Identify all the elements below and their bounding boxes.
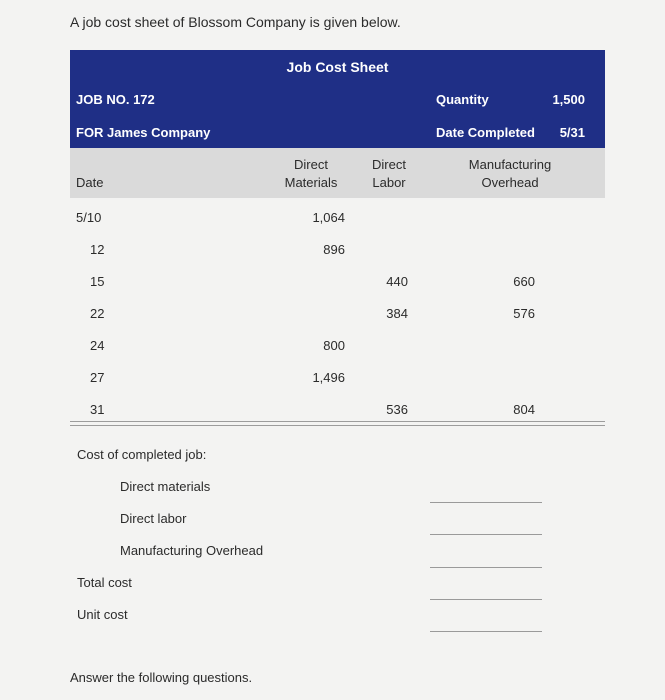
row-date: 22 <box>90 306 105 321</box>
row-date: 5/10 <box>76 210 102 225</box>
total-double-rule <box>70 421 605 426</box>
summary-unit-cost-label: Unit cost <box>77 607 128 622</box>
table-row <box>70 202 605 234</box>
job-cost-sheet <box>70 50 605 424</box>
summary-total-cost-label: Total cost <box>77 575 132 590</box>
unit-cost-answer-field[interactable] <box>430 631 542 632</box>
row-manufacturing-overhead: 804 <box>513 402 535 417</box>
customer-name: FOR James Company <box>76 125 211 140</box>
quantity-value: 1,500 <box>552 92 585 107</box>
row-direct-materials: 1,064 <box>312 210 345 225</box>
date-completed-value: 5/31 <box>559 125 585 140</box>
column-headers <box>70 148 605 198</box>
total-cost-answer-field[interactable] <box>430 599 542 600</box>
row-direct-materials: 800 <box>323 338 345 353</box>
row-direct-labor: 384 <box>386 306 408 321</box>
manufacturing-overhead-answer-field[interactable] <box>430 567 542 568</box>
sheet-title: Job Cost Sheet <box>286 59 389 75</box>
row-manufacturing-overhead: 660 <box>513 274 535 289</box>
row-direct-labor: 536 <box>386 402 408 417</box>
questions-prompt: Answer the following questions. <box>70 670 253 685</box>
row-date: 12 <box>90 242 105 257</box>
row-date: 24 <box>90 338 105 353</box>
col-header-manufacturing-overhead: Manufacturing Overhead <box>468 157 552 190</box>
summary-manufacturing-overhead-label: Manufacturing Overhead <box>120 543 264 558</box>
table-row <box>70 266 605 298</box>
sheet-header <box>70 50 605 148</box>
quantity-label: Quantity <box>436 92 489 107</box>
col-header-direct-labor: Direct Labor <box>372 157 406 190</box>
summary-direct-labor-label: Direct labor <box>120 511 187 526</box>
table-row <box>70 362 605 394</box>
row-direct-materials: 896 <box>323 242 345 257</box>
intro-text: A job cost sheet of Blossom Company is given below. <box>70 14 401 30</box>
col-header-date: Date <box>76 175 104 190</box>
direct-labor-answer-field[interactable] <box>430 534 542 535</box>
col-header-direct-materials: Direct Materials <box>284 157 338 190</box>
job-number: JOB NO. 172 <box>76 92 155 107</box>
summary-direct-materials-label: Direct materials <box>120 479 211 494</box>
table-row <box>70 234 605 266</box>
cost-rows <box>70 198 605 424</box>
row-date: 15 <box>90 274 105 289</box>
row-date: 31 <box>90 402 105 417</box>
row-direct-labor: 440 <box>386 274 408 289</box>
table-row <box>70 330 605 362</box>
row-manufacturing-overhead: 576 <box>513 306 535 321</box>
direct-materials-answer-field[interactable] <box>430 502 542 503</box>
table-row <box>70 298 605 330</box>
row-direct-materials: 1,496 <box>312 370 345 385</box>
row-date: 27 <box>90 370 105 385</box>
summary-heading: Cost of completed job: <box>77 447 207 462</box>
date-completed-label: Date Completed <box>436 125 535 140</box>
